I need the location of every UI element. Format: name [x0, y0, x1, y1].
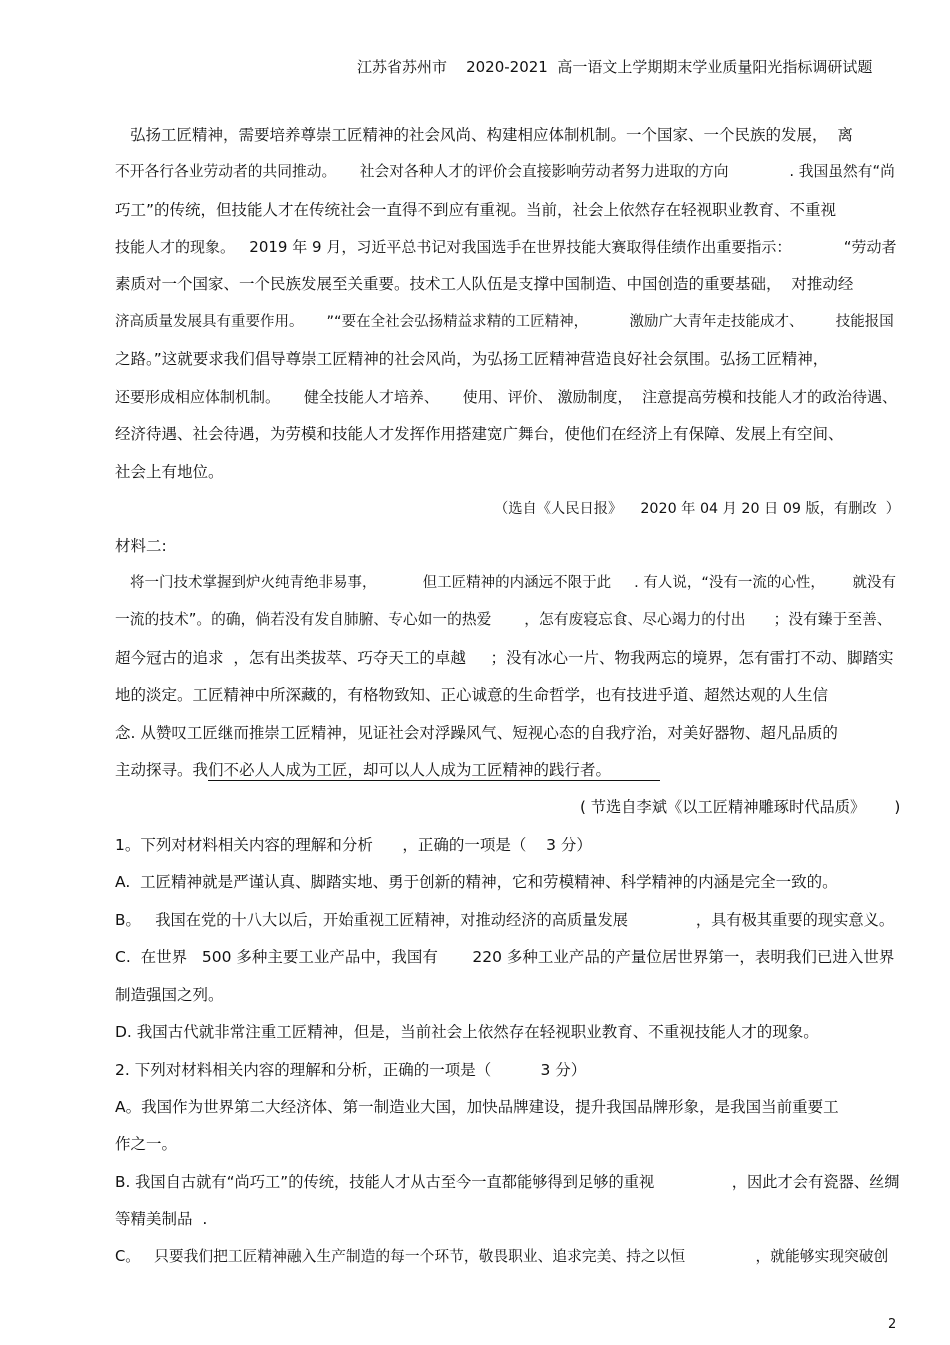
question2-option-a-continued: 作之一。 [115, 1135, 178, 1153]
material1-source: （选自《人民日报》 2020 年 04 月 20 日 09 版，有删改 ） [494, 501, 901, 517]
question2-stem: 2. 下列对材料相关内容的理解和分析，正确的一项是（ 3 分） [115, 1061, 587, 1079]
question1-option-c: C. 在世界 500 多种主要工业产品中，我国有 220 多种工业产品的产量位居世界第一，表明我们已进入世界 [115, 948, 895, 966]
question1-stem: 1。下列对材料相关内容的理解和分析 ，正确的一项是（ 3 分） [115, 836, 592, 854]
material2-last-line [115, 760, 660, 780]
material2-line: 念. 从赞叹工匠继而推崇工匠精神，见证社会对浮躁风气、短视心态的自我疗治，对美好器物、超凡品质的 [115, 724, 838, 742]
question1-option-c-continued: 制造强国之列。 [115, 986, 224, 1004]
material1-line: 巧工”的传统，但技能人才在传统社会一直得不到应有重视。当前，社会上依然存在轻视职业教育、不重视 [115, 201, 837, 219]
material1-line: 经济待遇、社会待遇，为劳模和技能人才发挥作用搭建宽广舞台，使他们在经济上有保障、发展上有空间、 [115, 425, 844, 443]
question2-option-b-continued: 等精美制品 . [115, 1210, 208, 1228]
material1-line: 技能人才的现象。 2019 年 9 月，习近平总书记对我国选手在世界技能大赛取得佳绩作出重要指示： “劳动者 [115, 238, 897, 256]
material1-line: 不开各行各业劳动者的共同推动。 社会对各种人才的评价会直接影响劳动者努力进取的方向 . 我国虽然有“尚 [115, 163, 895, 180]
material1-line: 社会上有地位。 [115, 463, 224, 481]
material2-underlined-sentence: 们不必人人成为工匠，却可以人人成为工匠精神的践行者。 [208, 761, 661, 779]
material2-line: 一流的技术”。的确，倘若没有发自肺腑、专心如一的热爱 ，怎有废寝忘食、尽心竭力的付出 ；没有臻于至善、 [115, 611, 892, 628]
question1-option-d: D. 我国古代就非常注重工匠精神，但是，当前社会上依然存在轻视职业教育、不重视技能人才的现象。 [115, 1023, 819, 1041]
material2-heading: 材料二: [115, 537, 167, 555]
question2-option-a: A。我国作为世界第二大经济体、第一制造业大国，加快品牌建设，提升我国品牌形象，是我国当前重要工 [115, 1098, 839, 1116]
material1-line: 济高质量发展具有重要作用。 ”“要在全社会弘扬精益求精的工匠精神， 激励广大青年走技能成才、 技能报国 [115, 314, 894, 330]
question1-option-a: A. 工匠精神就是严谨认真、脚踏实地、勇于创新的精神，它和劳模精神、科学精神的内涵是完全一致的。 [115, 873, 838, 891]
material2-last-line-prefix: 主动探寻。我 [115, 761, 209, 779]
material2-line: 将一门技术掌握到炉火纯青绝非易事， 但工匠精神的内涵远不限于此 . 有人说，“没有一流的心性， 就没有 [130, 575, 897, 591]
material1-line: 之路。”这就要求我们倡导尊崇工匠精神的社会风尚，为弘扬工匠精神营造良好社会氛围。弘扬工匠精神， [115, 350, 829, 368]
material2-source: ( 节选自李斌《以工匠精神雕琢时代品质》 ) [580, 798, 901, 816]
material2-line: 超今冠古的追求 ，怎有出类拔萃、巧夺天工的卓越 ；没有冰心一片、物我两忘的境界，怎有雷打不动、脚踏实 [115, 649, 894, 667]
page-header-title: 江苏省苏州市 2020-2021 高一语文上学期期末学业质量阳光指标调研试题 [357, 58, 873, 76]
question2-option-b: B. 我国自古就有“尚巧工”的传统，技能人才从古至今一直都能够得到足够的重视 ，因此才会有瓷器、丝绸 [115, 1173, 900, 1191]
question2-option-c: C。 只要我们把工匠精神融入生产制造的每一个环节，敬畏职业、追求完美、持之以恒 ，就能够实现突破创 [115, 1248, 889, 1265]
material1-line: 素质对一个国家、一个民族发展至关重要。技术工人队伍是支撑中国制造、中国创造的重要基础， 对推动经 [115, 275, 854, 293]
material1-line: 弘扬工匠精神，需要培养尊崇工匠精神的社会风尚、构建相应体制机制。一个国家、一个民族的发展， 离 [130, 126, 853, 144]
page-number: 2 [888, 1317, 897, 1332]
question1-option-b: B。 我国在党的十八大以后，开始重视工匠精神，对推动经济的高质量发展 ，具有极其重要的现实意义。 [115, 911, 895, 929]
material2-line: 地的淡定。工匠精神中所深藏的，有格物致知、正心诚意的生命哲学，也有技进乎道、超然达观的人生信 [115, 686, 829, 704]
material1-line: 还要形成相应体制机制。 健全技能人才培养、 使用、评价、 激励制度， 注意提高劳模和技能人才的政治待遇、 [115, 388, 897, 406]
